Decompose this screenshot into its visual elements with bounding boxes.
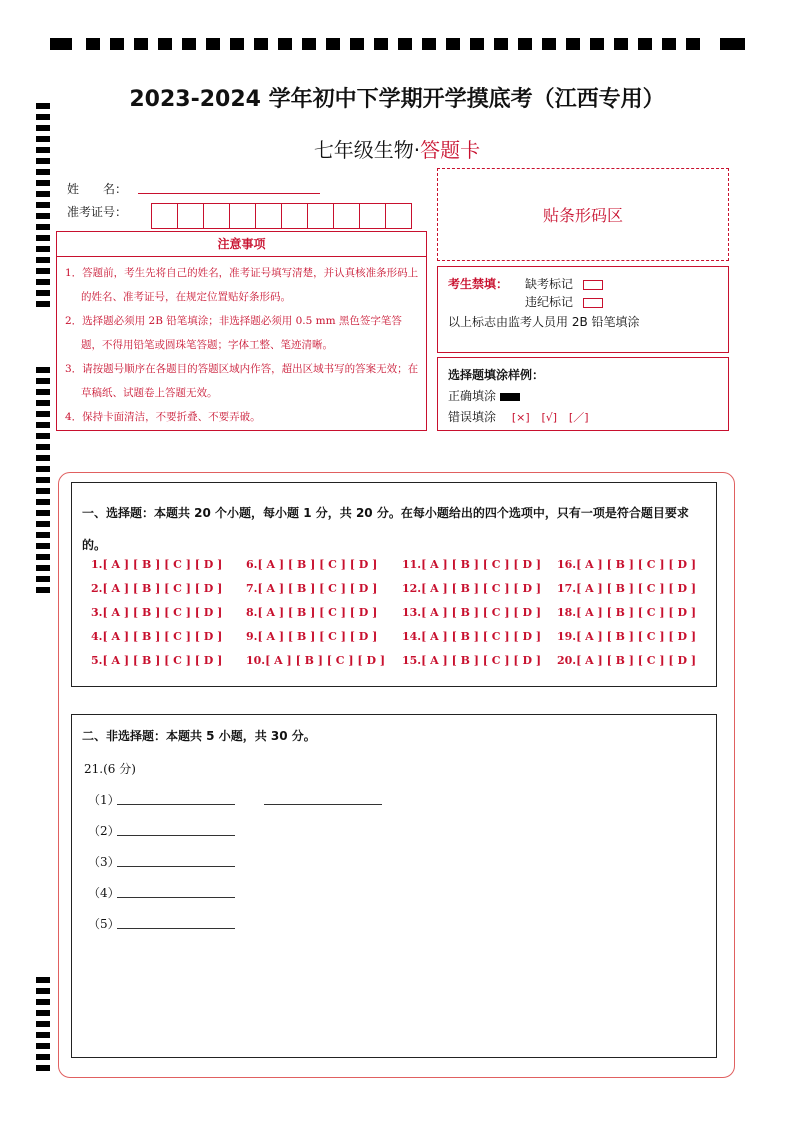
choice-question[interactable]: 5.[ A ] [ B ] [ C ] [ D ]: [91, 654, 223, 667]
id-box[interactable]: [177, 203, 204, 229]
choice-question[interactable]: 19.[ A ] [ B ] [ C ] [ D ]: [557, 630, 697, 643]
choice-question[interactable]: 15.[ A ] [ B ] [ C ] [ D ]: [402, 654, 542, 667]
choice-question[interactable]: 13.[ A ] [ B ] [ C ] [ D ]: [402, 606, 542, 619]
id-box[interactable]: [281, 203, 308, 229]
name-field[interactable]: [138, 193, 320, 194]
answer-line[interactable]: [117, 866, 235, 867]
choice-question[interactable]: 6.[ A ] [ B ] [ C ] [ D ]: [246, 558, 378, 571]
notes-box: [56, 231, 427, 431]
correct-row: [448, 387, 520, 404]
absent-mark-row: [525, 275, 603, 292]
sample-heading: 选择题填涂样例：: [448, 368, 545, 382]
exam-id-label: 准考证号：: [67, 205, 128, 219]
choice-question[interactable]: 9.[ A ] [ B ] [ C ] [ D ]: [246, 630, 378, 643]
question-21-label: 21.(6 分): [84, 762, 136, 776]
id-box[interactable]: [203, 203, 230, 229]
wrong-mark-check: [√]: [541, 411, 558, 424]
sample-box: [437, 357, 729, 431]
choice-question[interactable]: 2.[ A ] [ B ] [ C ] [ D ]: [91, 582, 223, 595]
answer-line[interactable]: [117, 897, 235, 898]
violation-label: 违纪标记: [525, 295, 574, 309]
absent-label: 缺考标记: [525, 277, 574, 291]
choice-question[interactable]: 8.[ A ] [ B ] [ C ] [ D ]: [246, 606, 378, 619]
wrong-label: 错误填涂: [448, 410, 497, 424]
choice-question[interactable]: 14.[ A ] [ B ] [ C ] [ D ]: [402, 630, 542, 643]
id-box[interactable]: [307, 203, 334, 229]
name-label: 姓 名：: [67, 182, 128, 196]
answer-card-label: 答题卡: [420, 138, 481, 162]
answer-line[interactable]: [117, 804, 235, 805]
id-box[interactable]: [151, 203, 178, 229]
choice-section-title: 一、选择题：本题共 20 个小题，每小题 1 分，共 20 分。在每小题给出的四个选项中，只有一项是符合题目要求的。: [82, 506, 689, 552]
choice-question[interactable]: 20.[ A ] [ B ] [ C ] [ D ]: [557, 654, 697, 667]
forbidden-label: 考生禁填：: [448, 277, 509, 291]
exam-id-boxes[interactable]: [152, 203, 412, 229]
subject-title: 七年级生物·: [313, 138, 421, 162]
barcode-area: 贴条形码区: [437, 168, 729, 261]
choice-question[interactable]: 7.[ A ] [ B ] [ C ] [ D ]: [246, 582, 378, 595]
violation-mark-row: [525, 293, 603, 310]
correct-label: 正确填涂: [448, 389, 497, 403]
id-box[interactable]: [385, 203, 412, 229]
part-label: （4）: [88, 886, 120, 900]
part-label: （2）: [88, 824, 120, 838]
id-box[interactable]: [255, 203, 282, 229]
answer-line[interactable]: [264, 804, 382, 805]
top-timing-marks: [50, 38, 745, 50]
choice-question[interactable]: 16.[ A ] [ B ] [ C ] [ D ]: [557, 558, 697, 571]
note-item: 1．答题前，考生先将自己的姓名，准考证号填写清楚，并认真核准条形码上的姓名、准考证号，在规定位置贴好条形码。: [65, 267, 419, 303]
choice-question[interactable]: 18.[ A ] [ B ] [ C ] [ D ]: [557, 606, 697, 619]
part-label: （3）: [88, 855, 120, 869]
choice-question[interactable]: 10.[ A ] [ B ] [ C ] [ D ]: [246, 654, 386, 667]
id-box[interactable]: [229, 203, 256, 229]
notes-heading: 注意事项: [57, 232, 426, 257]
wrong-mark-slash: [／]: [568, 411, 589, 424]
choice-question[interactable]: 4.[ A ] [ B ] [ C ] [ D ]: [91, 630, 223, 643]
choice-question[interactable]: 11.[ A ] [ B ] [ C ] [ D ]: [402, 558, 542, 571]
note-item: 4．保持卡面清洁，不要折叠、不要弄破。: [65, 411, 261, 423]
open-section-box: [71, 714, 717, 1058]
wrong-mark-x: [×]: [511, 411, 530, 424]
note-item: 3．请按题号顺序在各题目的答题区域内作答，超出区域书写的答案无效；在草稿纸、试题卷上答题无效。: [65, 363, 419, 399]
choice-question[interactable]: 3.[ A ] [ B ] [ C ] [ D ]: [91, 606, 223, 619]
open-section-title: 二、非选择题：本题共 5 小题，共 30 分。: [82, 729, 316, 743]
answer-line[interactable]: [117, 835, 235, 836]
part-label: （5）: [88, 917, 120, 931]
choice-question[interactable]: 12.[ A ] [ B ] [ C ] [ D ]: [402, 582, 542, 595]
id-box[interactable]: [359, 203, 386, 229]
answer-line[interactable]: [117, 928, 235, 929]
filled-mark-icon: [500, 393, 520, 401]
choice-question[interactable]: 17.[ A ] [ B ] [ C ] [ D ]: [557, 582, 697, 595]
part-label: （1）: [88, 793, 120, 807]
card-subtitle: [0, 134, 794, 163]
id-box[interactable]: [333, 203, 360, 229]
absent-mark-box[interactable]: [583, 280, 603, 290]
exam-title: 2023-2024 学年初中下学期开学摸底考（江西专用）: [129, 87, 665, 112]
note-item: 2．选择题必须用 2B 铅笔填涂；非选择题必须用 0.5 mm 黑色签字笔答题，不得用铅笔或圆珠笔答题；字体工整、笔迹清晰。: [65, 315, 402, 351]
violation-mark-box[interactable]: [583, 298, 603, 308]
forbidden-box: [437, 266, 729, 353]
choice-question[interactable]: 1.[ A ] [ B ] [ C ] [ D ]: [91, 558, 223, 571]
wrong-row: [448, 408, 589, 425]
forbidden-instruction: 以上标志由监考人员用 2B 铅笔填涂: [448, 315, 640, 329]
